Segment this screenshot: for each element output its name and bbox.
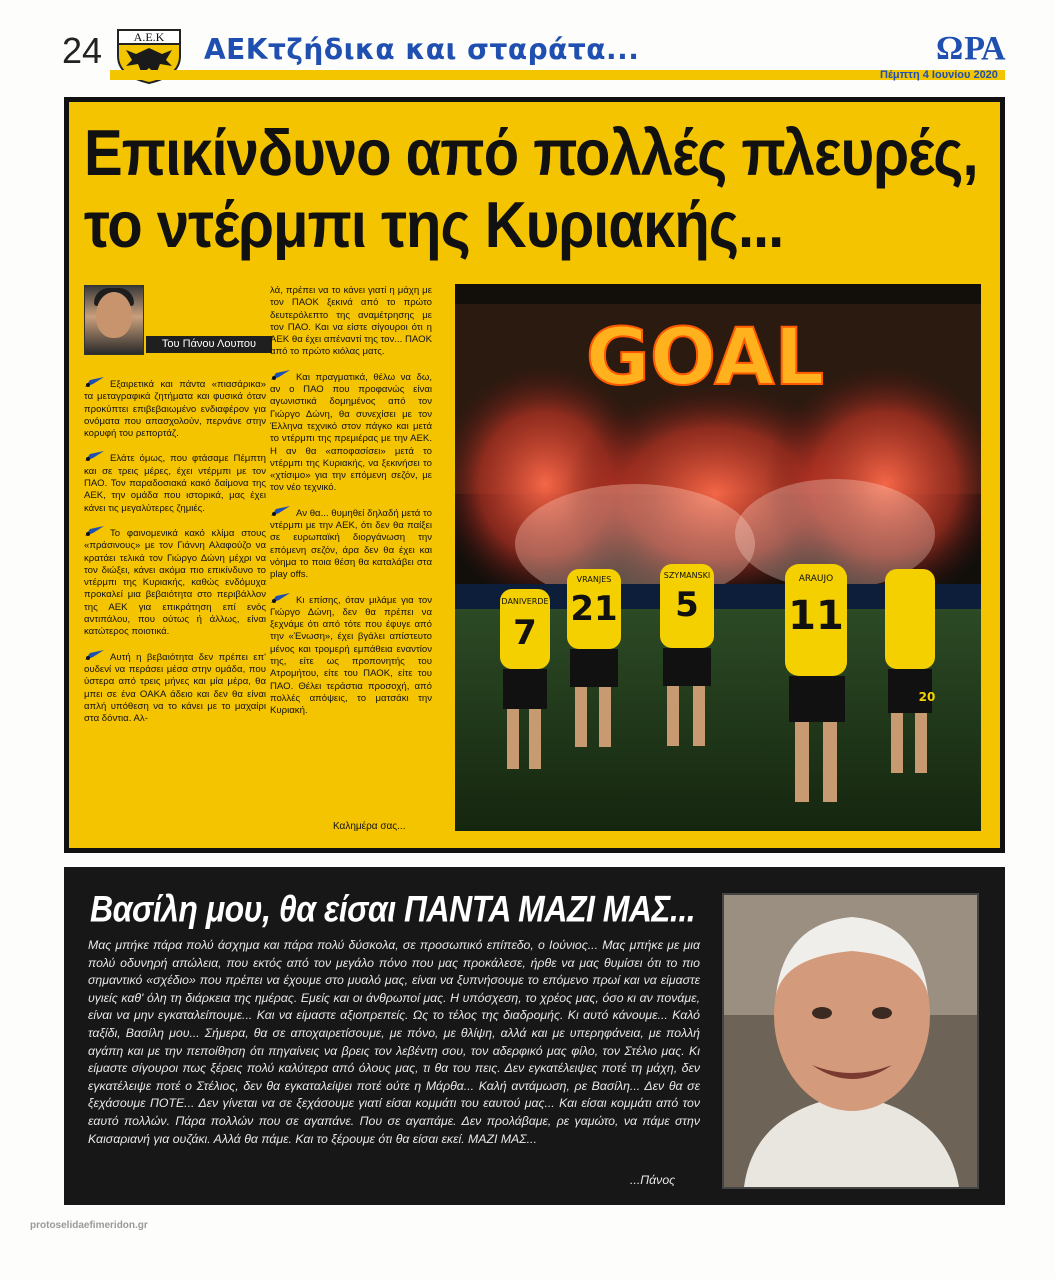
- author-face: [96, 292, 132, 338]
- player-number: 21: [570, 589, 618, 629]
- source-site: protoselidaefimeridon.gr: [30, 1220, 148, 1231]
- paragraph: Αυτή η βεβαιότητα δεν πρέπει επ' ουδενί να περάσει μέσα στην ομάδα, που ύστερα από τρεις μήνες και μία μέρα, θα μπει σε ένα ΟΑΚΑ άδειο και δεν θα είναι απλή υπόθεση να το κάνει με το μαχαίρι στα δόντια. Αλ-: [84, 649, 266, 726]
- section-title: ΑΕΚτζήδικα και σταράτα...: [204, 33, 640, 66]
- pen-icon: [84, 525, 106, 537]
- pen-icon: [84, 376, 106, 388]
- player-number: 5: [675, 585, 699, 625]
- pen-icon: [270, 369, 292, 381]
- memorial-body: Μας μπήκε πάρα πολύ άσχημα και πάρα πολύ δύσκολα, σε προσωπικό επίπεδο, ο Ιούνιος... Μας μπήκε με μια πολύ οδυνηρή απώλεια, που εκτός από τον μεγάλο πόνο που μας προκάλεσε, ήρθε να μας θυμίσει ότι το πιο σημαντικό «σχέδιο» που πρέπει να έχουμε στο μυαλό μας, είναι να ξυπνήσουμε το επόμενο πρωί και να είμαστε υγιείς καθ' όλη τη διάρκεια της ημέρας. Εμείς και οι άνθρωποί μας. Η υπόσχεση, το χρέος μας, όσο κι αν πονάμε, είναι να μην εγκαταλείπουμε... Και να είμαστε αξιοπρεπείς. Ως το τέλος της διαδρομής. Κι αυτό κάνουμε... Καλό ταξίδι, Βασίλη μου... Σήμερα, θα σε αποχαιρετίσουμε, με πόνο, με θλίψη, αλλά και με υπερηφάνεια, με πολλή αγάπη και με την πεποίθηση ότι πηγαίνεις να βρεις τον λεβέντη σου, τον αδερφικό μας φίλο, τον Στέλιο μας. Κι είμαστε σίγουροι πως ξέρεις πολύ καλύτερα από όλους μας, τι θα του πεις. Δεν εγκατέλειψες ποτέ τη μάχη, δεν εγκατέλειψε ποτέ ο Στέλιος, δεν θα εγκαταλείψει ποτέ ούτε η Μάρθα... Καλή αντάμωση, ρε Βασίλη... Δεν θα σε ξεχάσουμε ΠΟΤΕ... Δεν γίνεται να σε ξεχάσουμε γιατί είσαι κομμάτι του εαυτού μας... Και είσαι κομμάτι από τον εαυτό πολλών. Πάρα πολλών που σε αγαπάνε. Που σε αγαπάμε. Δεν προλάβαμε, ρε γαμώτο, να πάμε στην Καισαριανή για ουζάκι. Αλλά θα πάμε. Και το ξέρουμε ότι θα είσαι εκεί. ΜΑΖΙ ΜΑΣ...: [88, 938, 700, 1146]
- memorial-portrait: [722, 893, 979, 1189]
- page-number: 24: [62, 30, 103, 71]
- feature-headline: [84, 118, 988, 261]
- paragraph: Κι επίσης, όταν μιλάμε για τον Γιώργο Δώνη, δεν θα πρέπει να ξεχνάμε ότι από τότε που έφυγε από την «Ένωση», έχει βγάλει απίστευτο μένος και τρομερή εμπάθεια εναντίον της, είτε ως προπονητής του Ατρομήτου, είτε του ΠΑΟΚ, είτε του ΠΑΟ. Θέλει τεράστια προσοχή, από πολλές απόψεις, το ματσάκι την Κυριακή.: [270, 592, 432, 718]
- memorial-signature: ...Πάνος: [630, 1173, 676, 1187]
- player-name: SZYMANSKI: [663, 571, 711, 580]
- pen-icon: [84, 450, 106, 462]
- player-name: DANIVERDE: [501, 597, 549, 606]
- author-byline: Του Πάνου Λουπου: [146, 336, 272, 353]
- match-photo: [455, 284, 981, 831]
- pen-icon: [270, 505, 292, 517]
- paragraph: Αν θα... θυμηθεί δηλαδή μετά το ντέρμπι με την ΑΕΚ, ότι δεν θα παίξει σε ευρωπαϊκή διοργάνωση την επόμενη σεζόν, άρα δεν θα έχει και νόημα το ποια θέση θα καταλάβει στα play offs.: [270, 505, 432, 582]
- sign-off: Καλημέρα σας...: [333, 821, 406, 832]
- issue-date: Πέμπτη 4 Ιουνίου 2020: [880, 69, 998, 81]
- memorial-title: Βασίλη μου, θα είσαι ΠΑΝΤΑ ΜΑΖΙ ΜΑΣ...: [90, 888, 696, 930]
- player-name: ARAUJO: [798, 574, 834, 584]
- paragraph: Εξαιρετικά και πάντα «πιασάρικα» τα μεταγραφικά ζητήματα και φυσικά όταν προκύπτει επιβεβαιωμένο ενδιαφέρον για ονόματα που απασχολούν, περνάνε στην κορυφή του ρεπορτάζ.: [84, 376, 266, 440]
- article-column-1: [84, 376, 266, 735]
- header-rule: [110, 70, 1005, 80]
- paragraph: Ελάτε όμως, που φτάσαμε Πέμπτη και σε τρεις μέρες, έχει ντέρμπι με τον ΠΑΟ. Τον παραδοσιακά κακό δαίμονα της ΑΕΚ, την ομάδα που ιστορικά, μας έχει κάνει τις μεγαλύτερες ζημιές.: [84, 450, 266, 514]
- player-name: VRANJES: [576, 575, 612, 584]
- article-column-2: [270, 285, 432, 728]
- player-number: 20: [918, 690, 936, 704]
- player-number: 7: [513, 613, 537, 653]
- paragraph: λά, πρέπει να το κάνει γιατί η μάχη με τον ΠΑΟΚ ξεκινά από το πρώτο δευτερόλεπτο της αναμέτρησης με τον ΠΑΟ. Και να είστε σίγουροι ότι η ΑΕΚ θα έχει απέναντί της τον... ΠΑΟΚ από το πρώτο κιόλας ματς.: [270, 285, 432, 358]
- pen-icon: [84, 649, 106, 661]
- headline-line-2: το ντέρμπι της Κυριακής...: [84, 188, 784, 262]
- paragraph: Το φαινομενικά κακό κλίμα στους «πράσινους» με τον Γιάννη Αλαφούζο να κρατάει τελικά τον Γιώργο Δώνη μέχρι να τον διώξει, κάνει ακόμα πιο επικίνδυνο το ντέρμπι της Κυριακής, καθώς ενδόμυχα προκαλεί μια βεβαιότητα στο περιβάλλον της ΑΕΚ για επικράτηση επί ενός αντιπάλου, που ούτως ή άλλως, είναι κατώτερος ποιοτικά.: [84, 525, 266, 639]
- player-number: 11: [788, 593, 844, 639]
- headline-line-1: Επικίνδυνο από πολλές πλευρές,: [84, 116, 978, 190]
- pen-icon: [270, 592, 292, 604]
- goal-sign: GOAL: [585, 313, 825, 403]
- paragraph: Και πραγματικά, θέλω να δω, αν ο ΠΑΟ που προφανώς είναι αγωνιστικά δομημένος από τον Γιώργο Δώνη, θα συνεχίσει με τον Έλληνα τεχνικό στον πάγκο και μετά το ντέρμπι της πρεμιέρας με την ΑΕΚ. Η αν θα «αποφασίσει» μετά το ντέρμπι της Κυριακής, να ξεκινήσει το «χτίσιμο» για την επόμενη σεζόν, με τον νέο τεχνικό.: [270, 369, 432, 495]
- paper-name: ΩΡΑ: [936, 30, 1007, 67]
- logo-text: Α.Ε.Κ: [133, 30, 165, 44]
